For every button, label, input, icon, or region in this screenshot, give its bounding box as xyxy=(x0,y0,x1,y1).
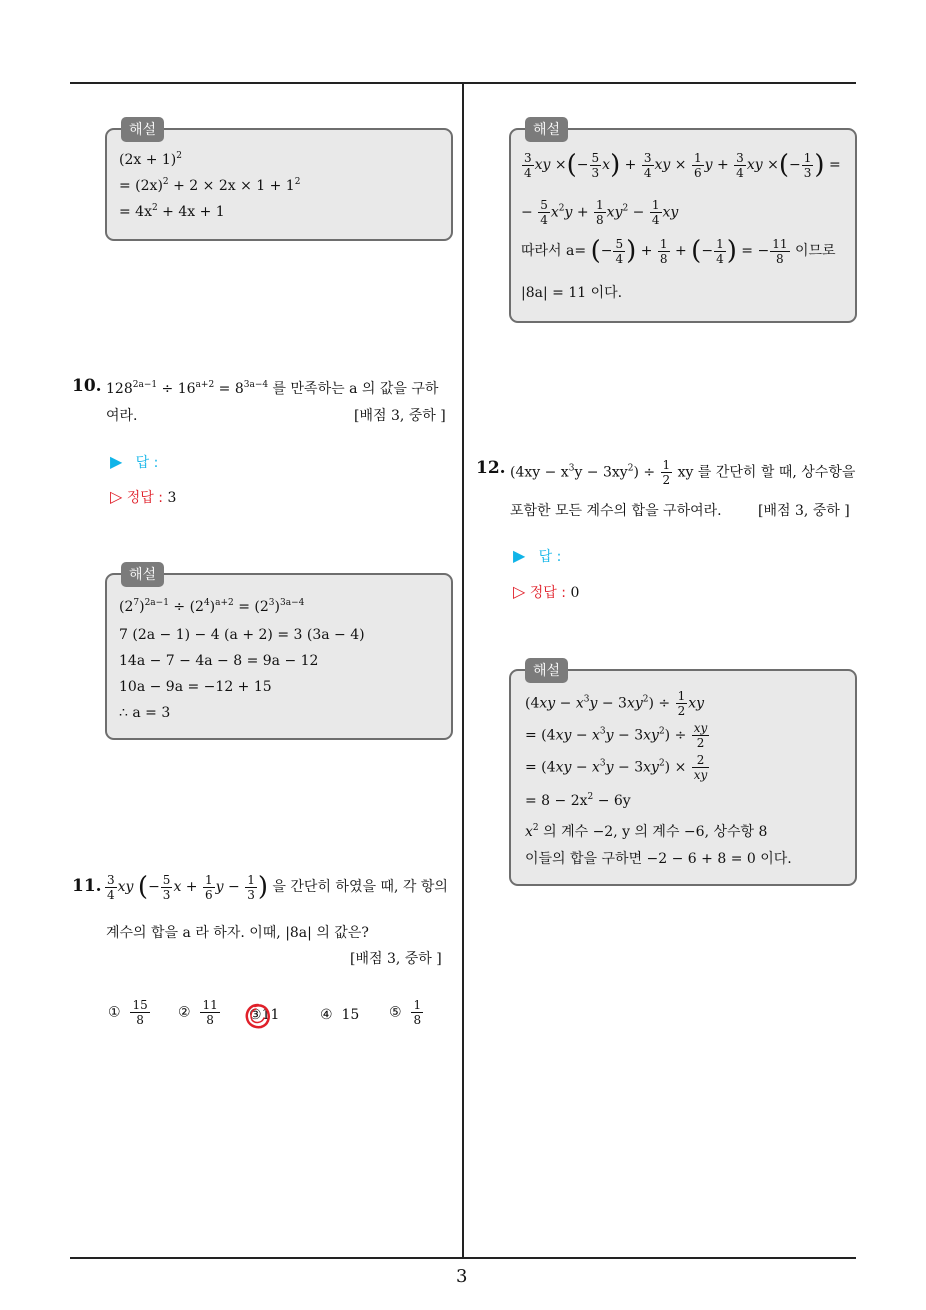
selected-answer-circle-icon xyxy=(243,1001,273,1031)
q10-score: [배점 3, 중하 ] xyxy=(354,408,446,424)
q11-sol-line3: 따라서 a= (− $\frac{5}{4}$ ) + $\frac{1}{8}$ + (− $\frac{1}{4}$ ) = − $\frac{11}{8}$ 이므로 xyxy=(521,236,836,266)
triangle-outline-icon: ▷ xyxy=(513,582,526,601)
q12-solution-box xyxy=(509,663,857,886)
solution-label: 해설 xyxy=(525,117,568,142)
q9-sol-line1: $(2x + 1)^2$ xyxy=(119,151,182,168)
q11-choice-5[interactable]: ⑤ $\frac{1}{8}$ xyxy=(389,998,422,1027)
q11-sol-line4: |8a| = 11 이다. xyxy=(521,285,623,301)
q11-choice-4[interactable]: ④ 15 xyxy=(320,1007,360,1023)
q9-sol-line2: = $(2x)^2 + 2 \times 2x \times 1 + 1^2$ xyxy=(119,177,301,194)
q10-sol-line5: ∴ a = 3 xyxy=(119,705,171,721)
q10-correct-row: ▷ 정답 : 3 xyxy=(110,487,177,506)
q11-solution-box xyxy=(509,122,857,323)
q11-choice-3[interactable]: ③11 xyxy=(249,1007,280,1023)
q12-sol-line5: $x^2$ 의 계수 −2, y 의 계수 −6, 상수항 8 xyxy=(525,823,768,840)
q11-number: 11. xyxy=(72,876,102,896)
q11-choice-2[interactable]: ② $\frac{11}{8}$ xyxy=(178,998,218,1027)
q12-sol-line1: $(4xy - x^3y - 3xy^2)$ ÷ $\frac{1}{2}$ xy xyxy=(525,689,705,718)
play-icon: ▶ xyxy=(513,546,526,565)
q12-text: $(4xy - x^3y - 3xy^2)$ ÷ $\frac{1}{2}$ xy 를 간단히 할 때, 상수항을 xyxy=(510,458,856,487)
q11-text-line2: 계수의 합을 a 라 하자. 이때, |8a| 의 값은? xyxy=(106,925,369,941)
q11-choice-1[interactable]: ① $\frac{15}{8}$ xyxy=(108,998,148,1027)
triangle-outline-icon: ▷ xyxy=(110,487,123,506)
q11-sol-line2: − $\frac{5}{4}$ $x^2y$ + $\frac{1}{8}$ $xy^2$ − $\frac{1}{4}$ xy xyxy=(521,198,679,227)
q10-sol-line1: $(2^7)^{2a-1} \div (2^4)^{a+2} = (2^3)^{3a-4}$ xyxy=(119,598,305,615)
solution-label: 해설 xyxy=(121,117,164,142)
page-number: 3 xyxy=(456,1266,468,1287)
q10-text-line2: 여라. xyxy=(106,408,138,424)
q12-correct-row: ▷ 정답 : 0 xyxy=(513,582,580,601)
q10-solution-box xyxy=(105,567,453,740)
q12-score: [배점 3, 중하 ] xyxy=(758,503,850,519)
q10-sol-line2: 7 (2a − 1) − 4 (a + 2) = 3 (3a − 4) xyxy=(119,627,365,643)
q11-sol-line1: $\frac{3}{4}$ xy ×(− $\frac{5}{3}$ x) + $\frac{3}{4}$ xy × $\frac{1}{6}$ y + $\frac{3}{4}$ xy ×(− $\frac{1}{3}$ ) = xyxy=(524,150,841,180)
q12-correct-value: 0 xyxy=(570,585,580,601)
q12-sol-line3: = $(4xy - x^3y - 3xy^2)$ × $\frac{2}{xy}$ xyxy=(525,753,708,782)
bottom-rule xyxy=(70,1257,856,1259)
q10-text: $128^{2a-1} \div 16^{a+2} = 8^{3a-4}$ 를 만족하는 a 의 값을 구하 xyxy=(106,380,439,397)
q10-sol-line4: 10a − 9a = −12 + 15 xyxy=(119,679,272,695)
q10-number: 10. xyxy=(72,376,102,396)
q12-sol-line2: = $(4xy - x^3y - 3xy^2)$ ÷ $\frac{xy}{2}$ xyxy=(525,721,708,750)
q9-sol-line3: = $4x^2 + 4x + 1$ xyxy=(119,203,225,220)
q10-answer-row: ▶ 답 : xyxy=(110,452,159,471)
q12-text-line2: 포함한 모든 계수의 합을 구하여라. xyxy=(510,503,722,519)
q12-answer-row: ▶ 답 : xyxy=(513,546,562,565)
q9-solution-box xyxy=(105,122,453,241)
q11-score: [배점 3, 중하 ] xyxy=(350,951,442,967)
play-icon: ▶ xyxy=(110,452,123,471)
column-divider xyxy=(462,84,464,1258)
solution-label: 해설 xyxy=(121,562,164,587)
solution-label: 해설 xyxy=(525,658,568,683)
q12-number: 12. xyxy=(476,458,506,478)
q12-sol-line4: = $8 - 2x^2 - 6y$ xyxy=(525,792,631,809)
q12-sol-line6: 이들의 합을 구하면 −2 − 6 + 8 = 0 이다. xyxy=(525,851,792,867)
q10-correct-value: 3 xyxy=(167,490,177,506)
q11-text: $\frac{3}{4}$ xy (− $\frac{5}{3}$ x + $\frac{1}{6}$ y − $\frac{1}{3}$ ) 을 간단히 하였을 때, 각 항의 xyxy=(107,872,448,902)
q10-sol-line3: 14a − 7 − 4a − 8 = 9a − 12 xyxy=(119,653,319,669)
